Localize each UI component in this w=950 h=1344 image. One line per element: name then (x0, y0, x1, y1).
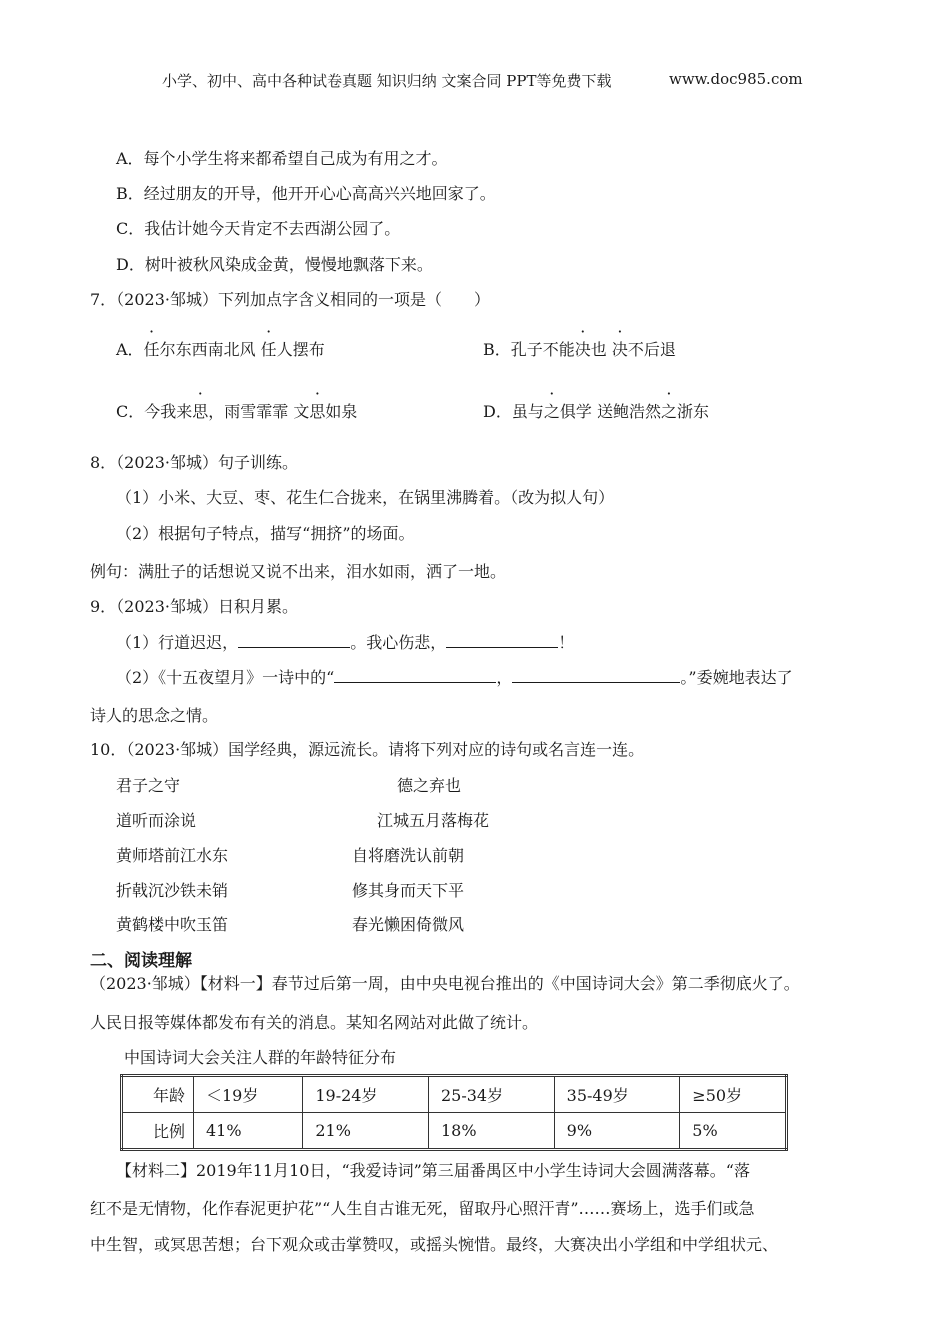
q6-option-d: D．树叶被秋风染成金黄，慢慢地飘落下来。 (116, 255, 433, 274)
emphasis-dot-char: 决 (611, 340, 628, 359)
section-title: 二、阅读理解 (90, 951, 192, 971)
material2-line: 中生智，或冥思苦想；台下观众或击掌赞叹，或摇头惋惜。最终，大赛决出小学组和中学组状元、 (90, 1235, 779, 1254)
emphasis-dot-char: 思 (309, 402, 326, 421)
table-cell: 35-49岁 (554, 1076, 680, 1113)
q10-right-item[interactable]: 春光懒困倚微风 (352, 915, 465, 934)
q8-stem: 8．（2023·邹城）句子训练。 (90, 453, 298, 472)
q10-left-item[interactable]: 折戟沉沙铁未销 (116, 881, 229, 900)
emphasis-dot-char: 之 (660, 402, 677, 421)
emphasis-dot-char: 任 (260, 340, 277, 359)
table-cell: 41% (194, 1113, 303, 1150)
table-cell: 18% (428, 1113, 554, 1150)
table-cell: 21% (303, 1113, 429, 1150)
q10-right-item[interactable]: 自将磨洗认前朝 (352, 846, 465, 865)
table-row-label: 比例 (122, 1113, 194, 1150)
page-header-url[interactable]: www.doc985.com (669, 70, 803, 88)
q7-option-b: B．孔子不能决也 决不后退 (483, 337, 676, 360)
answer-blank[interactable] (512, 668, 680, 683)
q10-left-item[interactable]: 黄鹤楼中吹玉笛 (116, 915, 229, 934)
q9-part2: （2）《十五夜望月》一诗中的“ ， 。”委婉地表达了 (116, 668, 793, 687)
answer-blank[interactable] (238, 633, 350, 648)
material1-line: （2023·邹城）【材料一】春节过后第一周，由中央电视台推出的《中国诗词大会》第二季彻底火了。 (90, 974, 800, 993)
q10-left-item[interactable]: 黄师塔前江水东 (116, 846, 229, 865)
q10-left-item[interactable]: 君子之守 (116, 776, 181, 795)
material1-line: 人民日报等媒体都发布有关的消息。某知名网站对此做了统计。 (90, 1013, 539, 1032)
table-row (122, 1113, 787, 1150)
q7-option-a: A．任尔东西南北风 任人摆布 (116, 337, 325, 360)
emphasis-dot-char: 之 (543, 402, 560, 421)
q8-part2: （2）根据句子特点，描写“拥挤”的场面。 (116, 524, 415, 543)
q7-stem: 7．（2023·邹城）下列加点字含义相同的一项是（ ） (90, 290, 490, 309)
material2-line: 【材料二】2019年11月10日，“我爱诗词”第三届番禺区中小学生诗词大会圆满落幕。“落 (116, 1161, 750, 1180)
table-cell: 25-34岁 (428, 1076, 554, 1113)
age-distribution-table (120, 1074, 788, 1151)
q10-stem: 10．（2023·邹城）国学经典，源远流长。请将下列对应的诗句或名言连一连。 (90, 740, 645, 759)
q7-option-c: C．今我来思，雨雪霏霏 文思如泉 (116, 399, 357, 422)
q10-right-item[interactable]: 江城五月落梅花 (377, 811, 490, 830)
q6-option-b: B．经过朋友的开导，他开开心心高高兴兴地回家了。 (116, 184, 496, 203)
table-cell: 5% (680, 1113, 787, 1150)
q10-left-item[interactable]: 道听而涂说 (116, 811, 197, 830)
q9-part1: （1）行道迟迟， 。我心伤悲， ！ (116, 633, 575, 652)
emphasis-dot-char: 决 (574, 340, 591, 359)
table-row-label: 年龄 (122, 1076, 194, 1113)
q9-stem: 9．（2023·邹城）日积月累。 (90, 597, 298, 616)
q6-option-a: A．每个小学生将来都希望自己成为有用之才。 (116, 149, 448, 168)
table-cell: ≥50岁 (680, 1076, 787, 1113)
table-cell: 19-24岁 (303, 1076, 429, 1113)
emphasis-dot-char: 任 (143, 340, 160, 359)
q7-option-d: D．虽与之俱学 送鲍浩然之浙东 (483, 399, 709, 422)
table-title: 中国诗词大会关注人群的年龄特征分布 (124, 1048, 397, 1067)
material2-line: 红不是无情物，化作春泥更护花”“人生自古谁无死，留取丹心照汗青”……赛场上，选手们或急 (90, 1199, 755, 1218)
page-header-text: 小学、初中、高中各种试卷真题 知识归纳 文案合同 PPT等免费下载 (162, 72, 612, 90)
answer-blank[interactable] (446, 633, 558, 648)
q6-option-c: C．我估计她今天肯定不去西湖公园了。 (116, 219, 401, 238)
q8-example: 例句：满肚子的话想说又说不出来，泪水如雨，洒了一地。 (90, 562, 507, 581)
q8-part1: （1）小米、大豆、枣、花生仁合拢来，在锅里沸腾着。（改为拟人句） (116, 488, 615, 507)
q9-part2-continued: 诗人的思念之情。 (90, 706, 219, 725)
table-cell: 9% (554, 1113, 680, 1150)
q10-right-item[interactable]: 修其身而天下平 (352, 881, 465, 900)
table-cell: ＜19岁 (194, 1076, 303, 1113)
emphasis-dot-char: 思 (192, 402, 209, 421)
q10-right-item[interactable]: 德之弃也 (397, 776, 462, 795)
answer-blank[interactable] (334, 668, 496, 683)
table-row (122, 1076, 787, 1113)
